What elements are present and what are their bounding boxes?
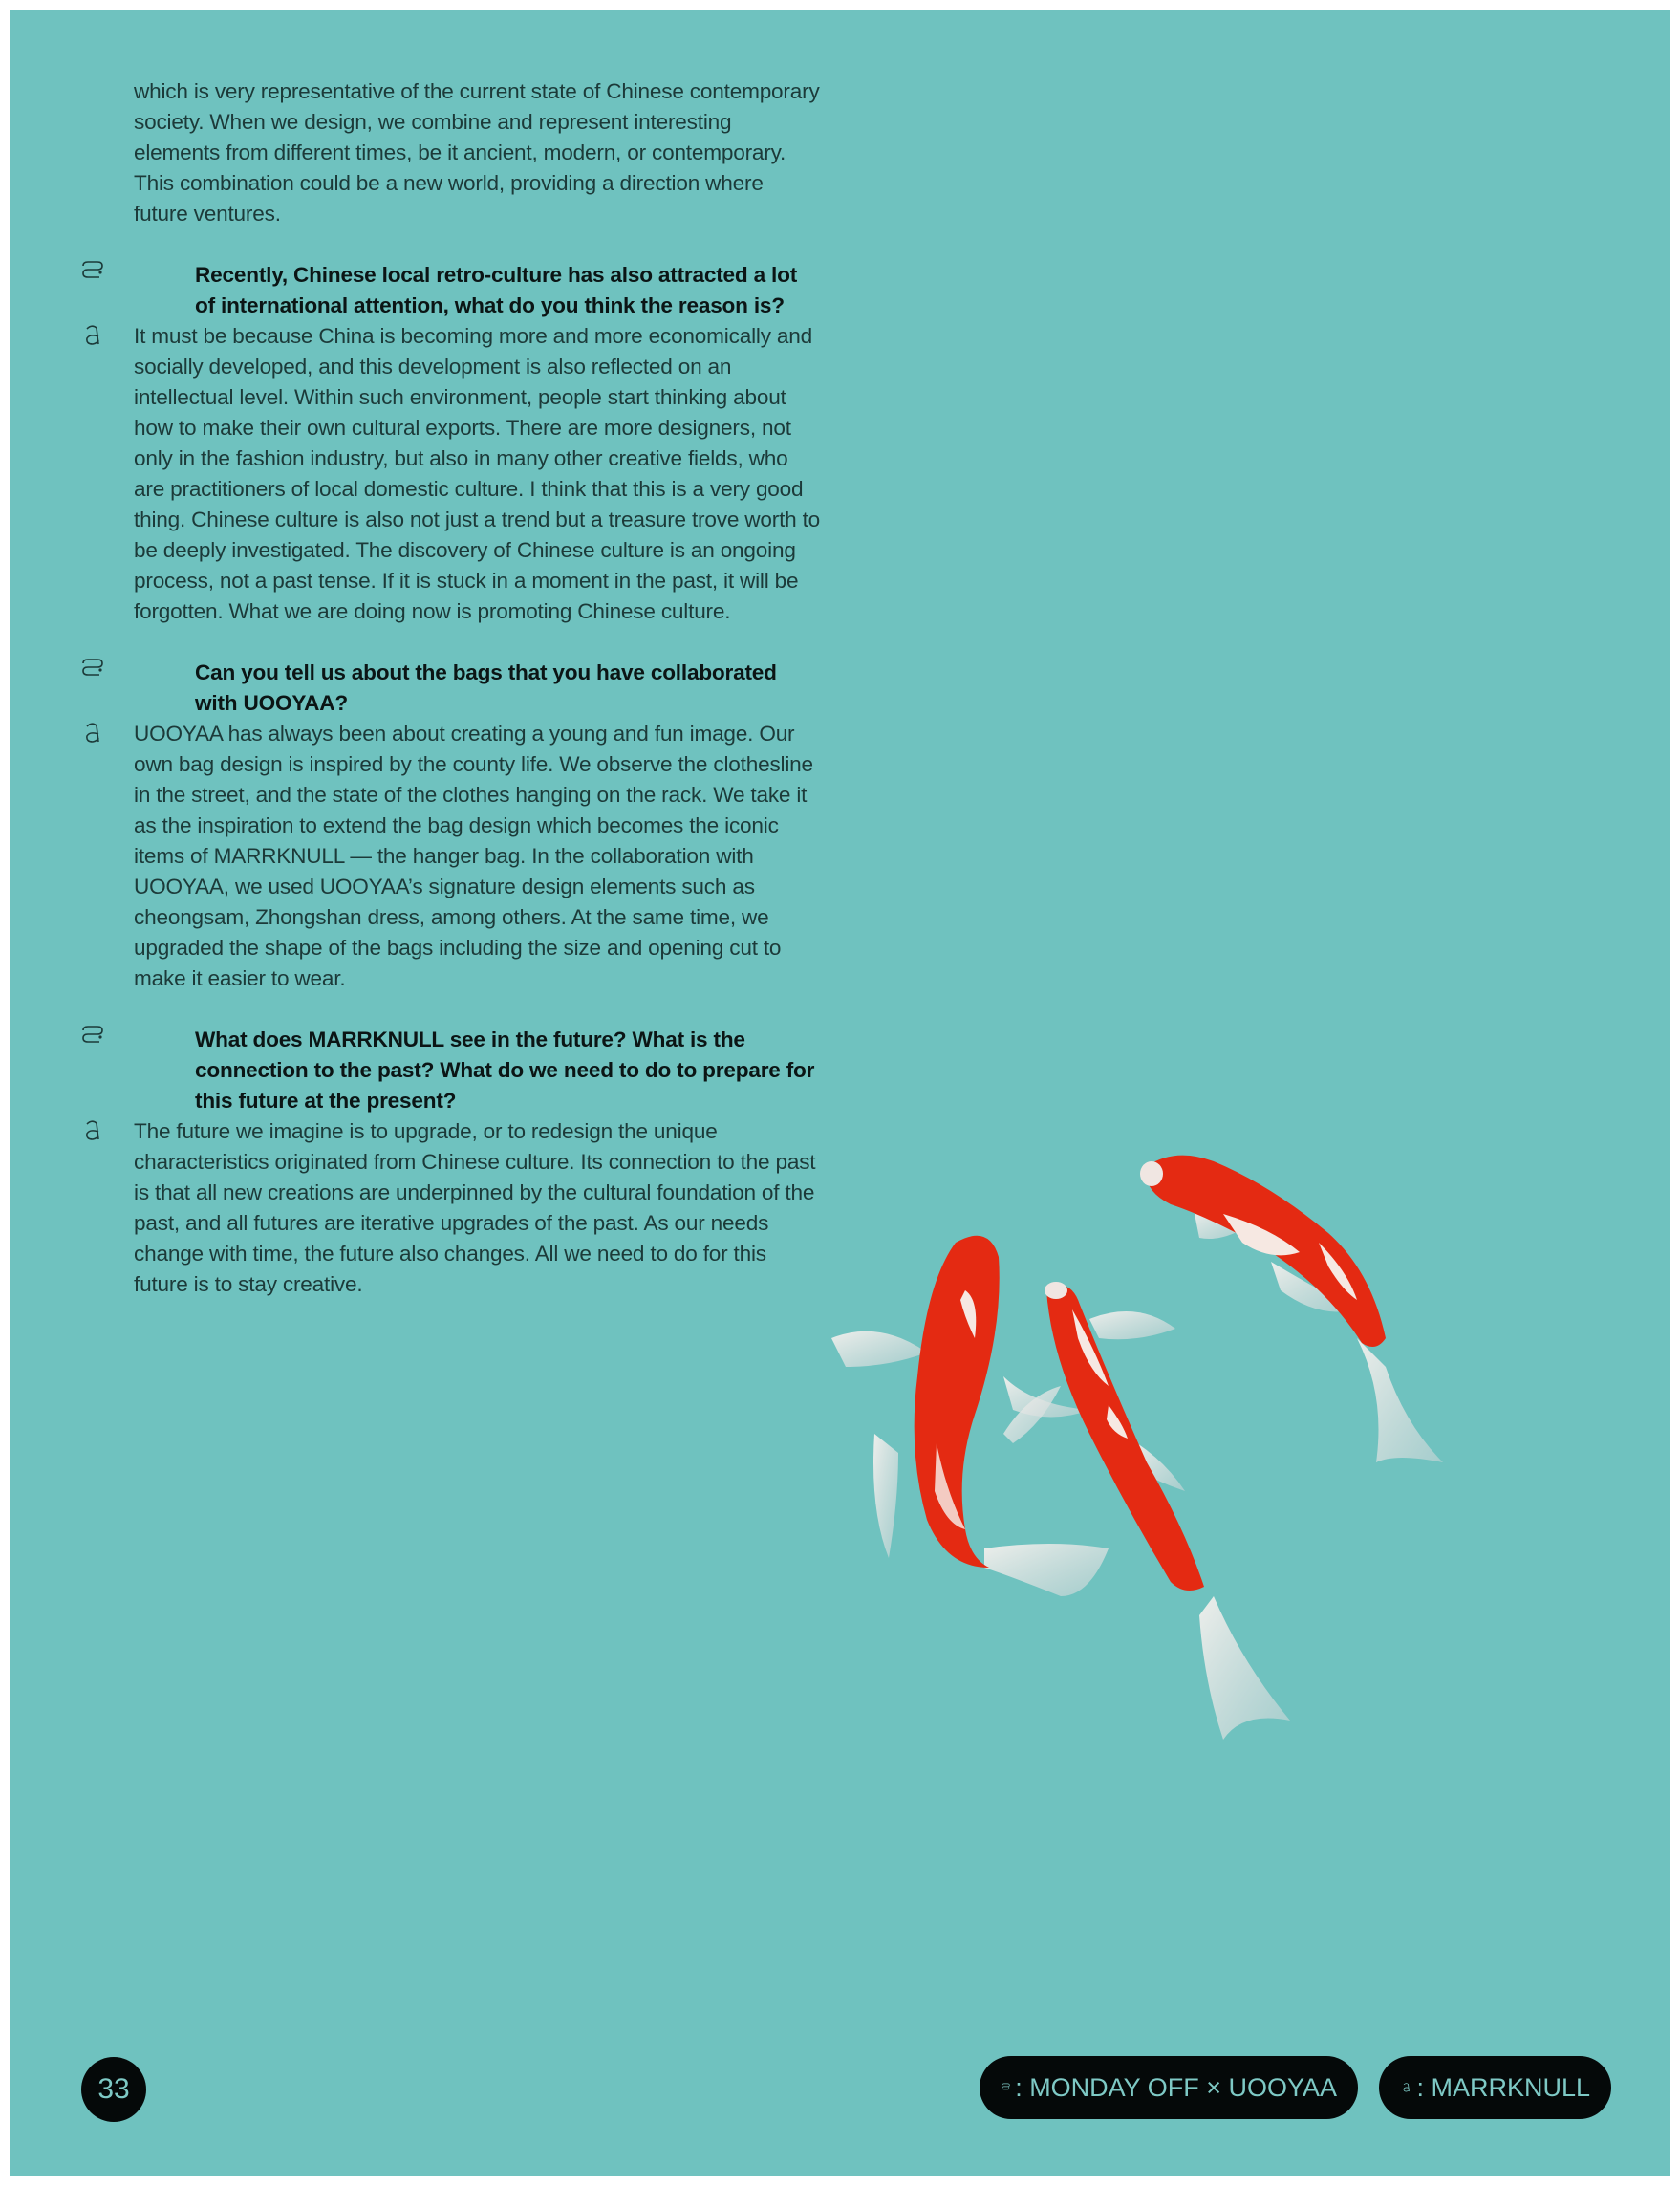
page-number: 33 bbox=[81, 2057, 146, 2122]
a-glyph-icon bbox=[78, 323, 107, 348]
interviewer-legend bbox=[980, 2056, 1358, 2119]
koi-fish-illustration bbox=[822, 1147, 1491, 1816]
interviewee-legend bbox=[1379, 2056, 1611, 2119]
magazine-page bbox=[10, 10, 1670, 2176]
question-2: Can you tell us about the bags that you have collaborated with UOOYAA? bbox=[195, 660, 777, 715]
qa-block-2 bbox=[134, 658, 822, 994]
interview-column bbox=[134, 76, 822, 1331]
answer-3: The future we imagine is to upgrade, or to redesign the unique characteristics originated from Chinese culture. Its connection to the past is that all new creations are underpinned by the cultural foundation of the past, and all futures are iterative upgrades of the past. As our needs change with time, the future also changes. All we need to do for this future is to stay creative. bbox=[134, 1119, 816, 1296]
intro-paragraph: which is very representative of the current state of Chinese contemporary society. When we design, we combine and represent interesting elements from different times, be it ancient, modern, or contemporary. This combination could be a new world, providing a direction where future ventures. bbox=[134, 79, 820, 226]
a-glyph-icon bbox=[78, 1118, 107, 1143]
answer-1: It must be because China is becoming more and more economically and socially developed, and this development is also reflected on an intellectual level. Within such environment, people start thinking about how to make their own cultural exports. There are more designers, not only in the fashion industry, but also in many other creative fields, who are practitioners of local domestic culture. I think that this is a very good thing. Chinese culture is also not just a trend but a treasure trove worth to be deeply investigated. The discovery of Chinese culture is an ongoing process, not a past tense. If it is stuck in a moment in the past, it will be forgotten. What we are doing now is promoting Chinese culture. bbox=[134, 324, 821, 623]
koi-fish-right bbox=[1140, 1156, 1443, 1462]
koi-fish-center bbox=[1003, 1282, 1290, 1740]
answer-2: UOOYAA has always been about creating a young and fun image. Our own bag design is inspired by the county life. We observe the clothesline in the street, and the state of the clothes hanging on the rack. We take it as the inspiration to extend the bag design which becomes the iconic items of MARRKNULL — the hanger bag. In the collaboration with UOOYAA, we used UOOYAA’s signature design elements such as cheongsam, Zhongshan dress, among others. At the same time, we upgraded the shape of the bags including the size and opening cut to make it easier to wear. bbox=[134, 722, 813, 990]
question-3: What does MARRKNULL see in the future? What is the connection to the past? What do we need to do to prepare for this future at the present? bbox=[195, 1028, 815, 1113]
interviewer-label: : MONDAY OFF × UOOYAA bbox=[1015, 2073, 1337, 2102]
q-glyph-icon bbox=[78, 658, 107, 682]
q-glyph-icon bbox=[1001, 2077, 1011, 2098]
qa-block-3 bbox=[134, 1025, 822, 1300]
a-glyph-icon bbox=[1400, 2077, 1412, 2098]
q-glyph-icon bbox=[78, 1025, 107, 1050]
qa-block-1 bbox=[134, 260, 822, 627]
interviewee-label: : MARRKNULL bbox=[1416, 2073, 1590, 2102]
a-glyph-icon bbox=[78, 721, 107, 746]
q-glyph-icon bbox=[78, 260, 107, 285]
question-1: Recently, Chinese local retro-culture has also attracted a lot of international attention, what do you think the reason is? bbox=[195, 263, 798, 317]
